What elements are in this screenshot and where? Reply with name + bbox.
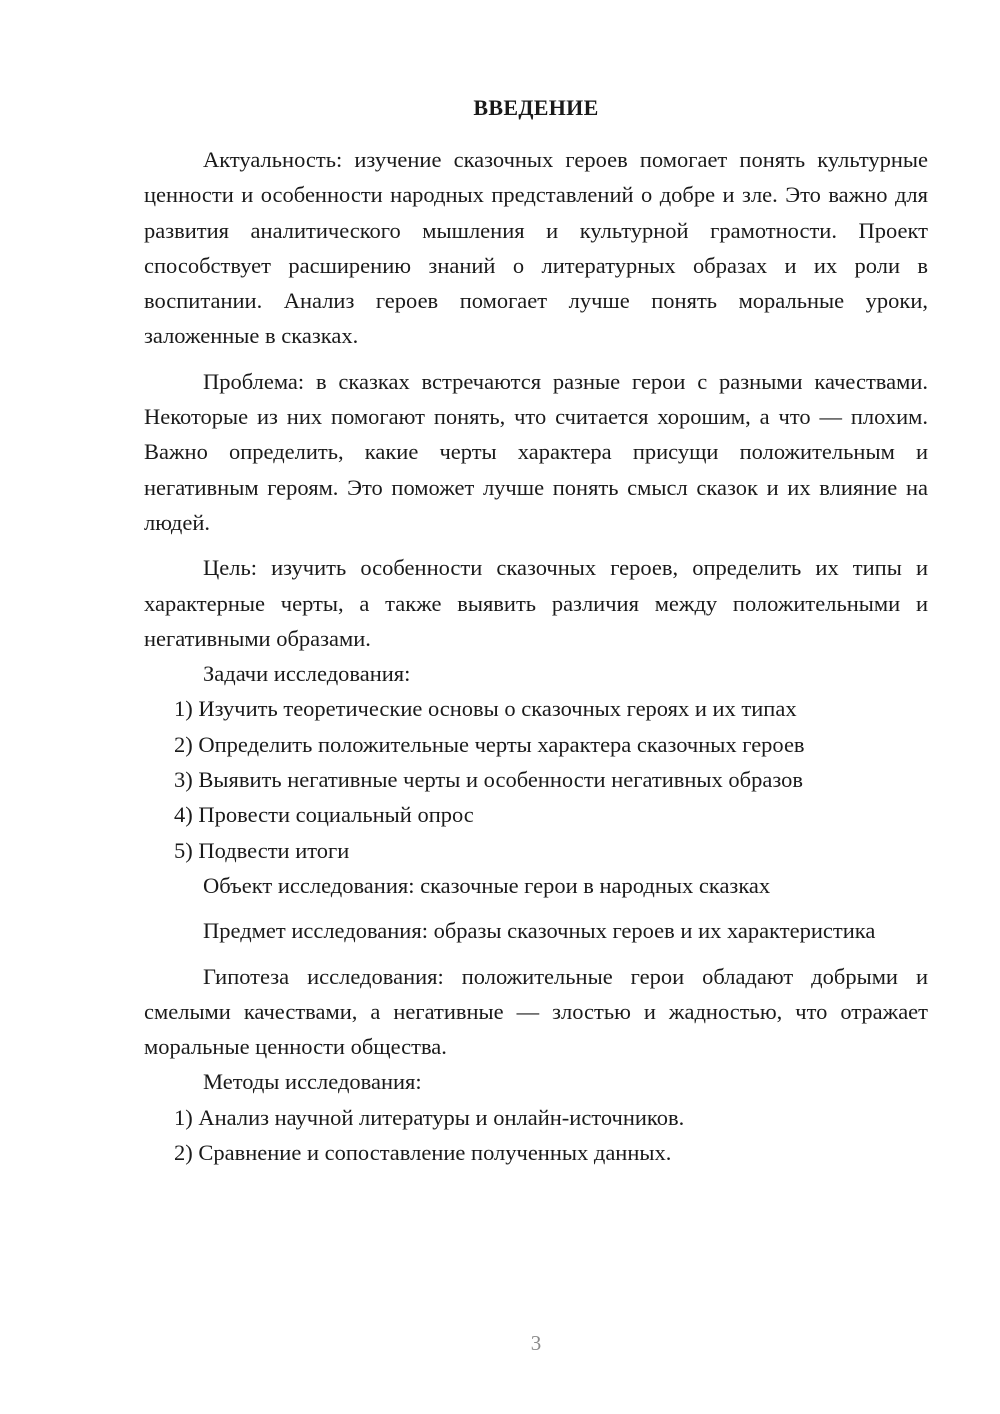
page-number: 3 bbox=[530, 1331, 542, 1355]
task-item: 2) Определить положительные черты характера сказочных героев bbox=[174, 731, 805, 757]
method-item: 2) Сравнение и сопоставление полученных данных. bbox=[174, 1140, 672, 1166]
problem-paragraph: Проблема: в сказках встречаются разные герои с разными качествами. Некоторые из них помогают понять, что считается хорошим, а что — плохим. Важно определить, какие черты характера присущи положительным и негативным героям. Это поможет лучше понять смысл сказок и их влияние на людей. bbox=[144, 368, 928, 535]
methods-heading: Методы исследования: bbox=[203, 1069, 422, 1095]
task-item: 1) Изучить теоретические основы о сказочных героях и их типах bbox=[174, 696, 797, 722]
goal-paragraph: Цель: изучить особенности сказочных героев, определить их типы и характерные черты, а также выявить различия между положительными и негативными образами. bbox=[144, 555, 928, 651]
page-content bbox=[144, 142, 928, 1170]
task-item: 3) Выявить негативные черты и особенности негативных образов bbox=[174, 767, 803, 793]
relevance-paragraph: Актуальность: изучение сказочных героев помогает понять культурные ценности и особенности народных представлений о добре и зле. Это важно для развития аналитического мышления и культурной грамотности. Проект способствует расширению знаний о литературных образах и их роли в воспитании. Анализ героев помогает лучше понять моральные уроки, заложенные в сказках. bbox=[144, 147, 928, 349]
task-item: 5) Подвести итоги bbox=[174, 837, 350, 863]
method-item: 1) Анализ научной литературы и онлайн-источников. bbox=[174, 1104, 685, 1130]
object-paragraph: Объект исследования: сказочные герои в народных сказках bbox=[203, 872, 771, 898]
page-title: ВВЕДЕНИЕ bbox=[473, 95, 599, 120]
tasks-heading: Задачи исследования: bbox=[203, 661, 411, 687]
task-item: 4) Провести социальный опрос bbox=[174, 802, 474, 828]
hypothesis-paragraph: Гипотеза исследования: положительные герои обладают добрыми и смелыми качествами, а негативные — злостью и жадностью, что отражает моральные ценности общества. bbox=[144, 963, 928, 1060]
subject-paragraph: Предмет исследования: образы сказочных героев и их характеристика bbox=[203, 918, 876, 944]
